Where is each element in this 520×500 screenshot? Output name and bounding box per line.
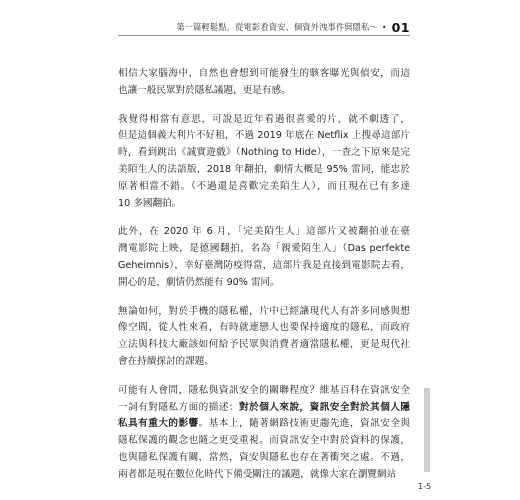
paragraph	[118, 304, 410, 371]
text-run: 相信大家腦海中，自然也會想到可能發生的駭客曝光與偵安，而這	[118, 68, 410, 79]
text-line	[118, 467, 410, 484]
text-run: 兩者都是現在數位化時代下備受關注的議題，就像大家在瀏覽網站	[118, 468, 397, 480]
text-line	[118, 179, 410, 196]
text-line	[118, 354, 410, 371]
text-line	[118, 433, 410, 450]
text-run: 但是這個義大利片不好租，不過 2019 年底在 Netflix 上搜尋這部片	[118, 130, 410, 142]
text-run: 一詞有對隱私方面的描述：	[118, 401, 240, 413]
paragraph	[118, 383, 410, 484]
chapter-side-tab	[424, 388, 430, 472]
text-run: 開心的是，劇情仍然能有 90% 雷同。	[118, 276, 280, 288]
text-run: 灣電影院上映，是德國翻拍，名為「親愛陌生人」（Das perfekte	[118, 243, 410, 255]
paragraph	[118, 224, 410, 291]
chapter-number: 01	[391, 19, 410, 35]
text-line	[118, 450, 410, 467]
header-separator: •	[381, 22, 387, 32]
running-header	[118, 20, 410, 34]
text-run: 立法與科技大廠該如何給予民眾與消費者適當隱私權，更是現代社	[118, 339, 410, 351]
text-run: 原著相當不錯。（不過還是喜歡完美陌生人），而且現在已有多達	[118, 180, 410, 192]
text-run: 。基本上，隨著網路技術更趨先進，資訊安全與	[198, 418, 410, 430]
text-line	[118, 241, 410, 258]
text-line	[118, 275, 410, 292]
header-title: 第一篇輕鬆點，從電影看資安、個資外洩事件與隱私～	[176, 22, 378, 32]
paragraph	[118, 112, 410, 213]
text-line	[118, 416, 410, 433]
header-rule	[118, 35, 410, 36]
bold-text: 私具有重大的影響	[118, 418, 199, 430]
text-run: 也與隱私保護有關，當然，資安與隱私也存在著衝突之處。不過，	[118, 451, 410, 463]
text-run: 隱私保護的觀念也隨之更受重視。而資訊安全中對於資料的保護，	[118, 435, 410, 447]
text-run: 美陌生人的法語版，2018 年翻拍，劇情大概是 95% 雷同，能忠於	[118, 163, 410, 175]
text-line	[118, 224, 410, 241]
text-line	[118, 128, 410, 145]
text-line	[118, 337, 410, 354]
body-text	[118, 66, 410, 496]
text-line	[118, 196, 410, 213]
text-line	[118, 383, 410, 400]
text-run: 會在持續探討的課題。	[118, 355, 214, 367]
text-run: 像空間，從人性來看，有時就連戀人也要保持適度的隱私，而政府	[118, 322, 410, 334]
text-line	[118, 400, 410, 417]
paragraph	[118, 66, 410, 100]
text-run: 10 多國翻拍。	[118, 197, 182, 209]
text-run: 時，看到跳出《誠實遊戲》（Nothing to Hide），一查之下原來是完	[118, 147, 410, 159]
text-line	[118, 66, 410, 83]
text-run: 也讓一般民眾對於隱私議題，更是有感。	[118, 84, 291, 96]
text-line	[118, 304, 410, 321]
text-run: 此外，在 2020 年 6 月，「完美陌生人」這部片又被翻拍並在臺	[118, 226, 410, 238]
text-run: 可能有人會問，隱私與資訊安全的關聯程度？維基百科在資訊安全	[118, 384, 410, 396]
text-line	[118, 83, 410, 100]
text-line	[118, 112, 410, 129]
text-line	[118, 145, 410, 162]
text-line	[118, 162, 410, 179]
bold-text: 對於個人來說，資訊安全對於其個人隱	[239, 401, 410, 413]
text-run: 無論如何，對於手機的隱私權，片中已經讓現代人有許多同感與想	[118, 305, 410, 317]
text-line	[118, 320, 410, 337]
text-line	[118, 258, 410, 275]
text-run: Geheimnis），幸好臺灣防疫得當，這部片我是直接到電影院去看，	[118, 259, 410, 271]
page-number: 1-5	[418, 482, 432, 491]
text-run: 我覺得相當有意思，可說是近年看過很喜愛的片，就不劇透了，	[118, 113, 410, 125]
